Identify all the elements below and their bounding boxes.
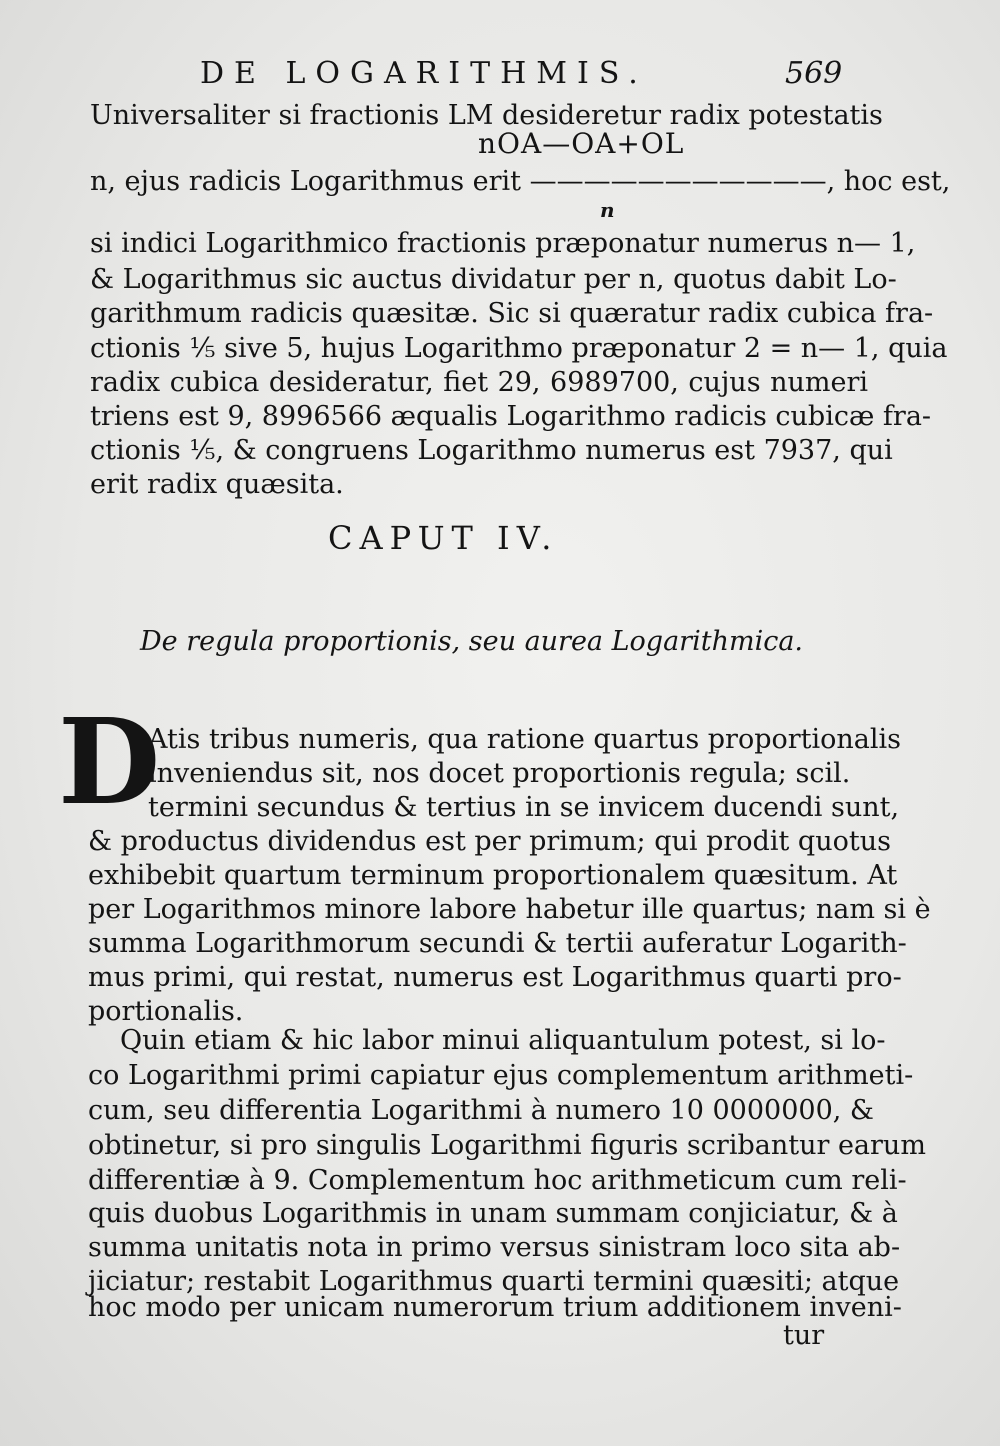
text-line: n, ejus radicis Logarithmus erit ———————————, hoc est, (90, 166, 951, 197)
text-line: & Logarithmus sic auctus dividatur per n, quotus dabit Lo- (90, 264, 897, 295)
running-header-title: DE LOGARITHMIS. (200, 56, 648, 91)
text-line: Atis tribus numeris, qua ratione quartus proportionalis (148, 724, 902, 755)
catchword: tur (783, 1320, 825, 1351)
formula-numerator: nOA—OA+OL (478, 127, 685, 160)
text-line: portionalis. (88, 996, 244, 1027)
text-line: radix cubica desideratur, fiet 29, 6989700, cujus numeri (90, 367, 868, 398)
text-line: erit radix quæsita. (90, 469, 344, 500)
text-line: per Logarithmos minore labore habetur ille quartus; nam si è (88, 894, 931, 925)
text-line: ctionis ⅕ sive 5, hujus Logarithmo præponatur 2 = n— 1, quia (90, 333, 948, 364)
text-line: summa Logarithmorum secundi & tertii auferatur Logarith- (88, 928, 907, 959)
text-line: Quin etiam & hic labor minui aliquantulum potest, si lo- (120, 1025, 886, 1056)
text-line: jiciatur; restabit Logarithmus quarti termini quæsiti; atque (88, 1266, 900, 1297)
text-line: si indici Logarithmico fractionis præponatur numerus n— 1, (90, 228, 916, 259)
chapter-subtitle: De regula proportionis, seu aurea Logarithmica. (140, 626, 804, 657)
text-line: summa unitatis nota in primo versus sinistram loco sita ab- (88, 1232, 901, 1263)
page-number: 569 (785, 56, 843, 91)
text-line: & productus dividendus est per primum; qui prodit quotus (88, 826, 891, 857)
text-line: quis duobus Logarithmis in unam summam conjiciatur, & à (88, 1198, 898, 1229)
formula-denominator: n (600, 198, 615, 222)
chapter-title: CAPUT IV. (328, 519, 559, 557)
text-line: garithmum radicis quæsitæ. Sic si quæratur radix cubica fra- (90, 298, 934, 329)
text-line: termini secundus & tertius in se invicem ducendi sunt, (148, 792, 900, 823)
text-line: ctionis ⅕, & congruens Logarithmo numerus est 7937, qui (90, 435, 893, 466)
text-line: exhibebit quartum terminum proportionalem quæsitum. At (88, 860, 898, 891)
text-line: obtinetur, si pro singulis Logarithmi figuris scribantur earum (88, 1130, 926, 1161)
text-line: differentiæ à 9. Complementum hoc arithmeticum cum reli- (88, 1165, 907, 1196)
text-line: Universaliter si fractionis LM desideretur radix potestatis (90, 100, 883, 131)
text-line: cum, seu differentia Logarithmi à numero 10 0000000, & (88, 1095, 874, 1126)
text-line: hoc modo per unicam numerorum trium additionem inveni- (88, 1292, 902, 1323)
text-line: mus primi, qui restat, numerus est Logarithmus quarti pro- (88, 962, 902, 993)
text-line: triens est 9, 8996566 æqualis Logarithmo radicis cubicæ fra- (90, 401, 932, 432)
drop-cap: D (58, 692, 161, 831)
text-line: inveniendus sit, nos docet proportionis regula; scil. (148, 758, 851, 789)
text-line: co Logarithmi primi capiatur ejus complementum arithmeti- (88, 1060, 914, 1091)
